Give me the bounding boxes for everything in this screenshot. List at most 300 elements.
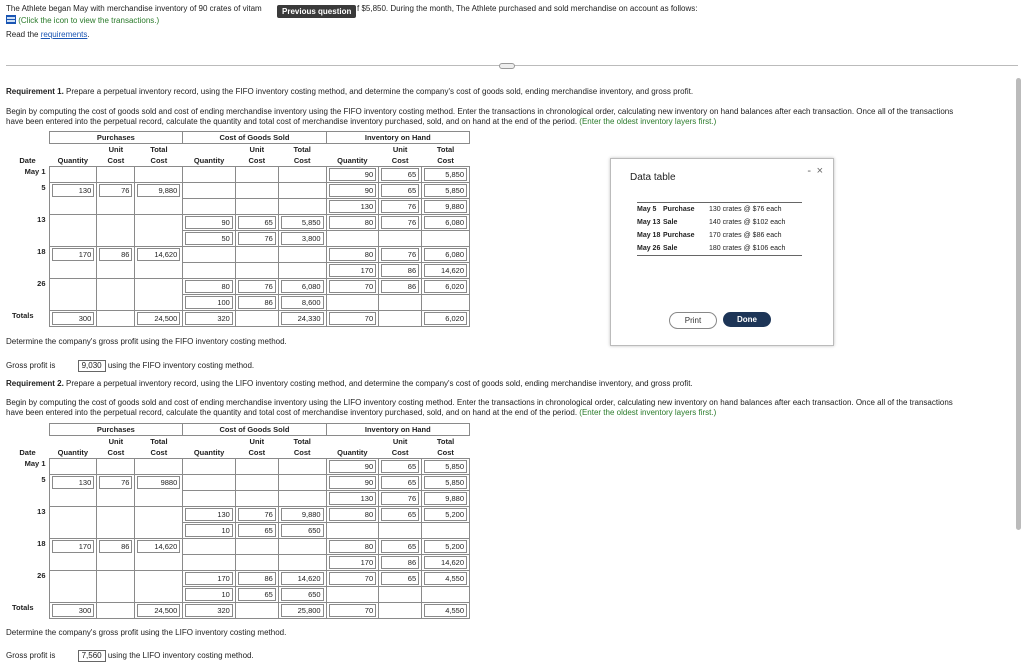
total-cogs-quantity-input[interactable]: 320 bbox=[185, 312, 233, 325]
total-cogs-cost-cell bbox=[278, 311, 326, 327]
quantity-header: Quantity bbox=[57, 156, 89, 165]
unit-header: Unit bbox=[108, 437, 124, 446]
table-row bbox=[6, 475, 470, 491]
onhand-total-cost-input[interactable]: 14,620 bbox=[424, 264, 467, 277]
cost-header: Cost bbox=[391, 448, 409, 457]
cost-header: Cost bbox=[437, 156, 454, 165]
cogs-header: Cost of Goods Sold bbox=[183, 132, 326, 144]
total-header: Total bbox=[293, 145, 311, 154]
gp-label: Gross profit is bbox=[6, 651, 56, 660]
onhand-quantity-input[interactable]: 90 bbox=[329, 476, 377, 489]
cogs-quantity-cell bbox=[183, 571, 236, 587]
divider-drag-handle[interactable] bbox=[499, 63, 515, 69]
total-header: Total bbox=[150, 145, 168, 154]
cogs-total-cost-input[interactable]: 650 bbox=[281, 588, 324, 601]
transactions-link-text[interactable]: (Click the icon to view the transactions.) bbox=[18, 16, 160, 25]
onhand-total-cost-cell bbox=[422, 199, 470, 215]
purchase-quantity-cell bbox=[49, 539, 97, 571]
cogs-quantity-cell bbox=[183, 523, 236, 539]
onhand-total-cost-cell bbox=[422, 263, 470, 279]
cogs-total-cost-cell bbox=[278, 555, 326, 571]
table-row bbox=[6, 183, 470, 199]
onhand-quantity-cell bbox=[326, 279, 379, 295]
cogs-unit-cost-input[interactable]: 86 bbox=[238, 572, 276, 585]
onhand-unit-cost-cell bbox=[379, 571, 422, 587]
onhand-quantity-cell bbox=[326, 183, 379, 199]
cogs-unit-cost-cell bbox=[235, 247, 278, 263]
purchase-quantity-cell bbox=[49, 167, 97, 183]
onhand-quantity-cell bbox=[326, 199, 379, 215]
table-row bbox=[6, 215, 470, 231]
onhand-unit-cost-cell bbox=[379, 295, 422, 311]
req1-text: Prepare a perpetual inventory record, using the FIFO inventory costing method, and determine the company's cost of goods sold, ending merchandise inventory, and gross profit. bbox=[63, 87, 694, 96]
onhand-header: Inventory on Hand bbox=[326, 132, 469, 144]
cogs-quantity-input[interactable]: 80 bbox=[185, 280, 233, 293]
date-header: Date bbox=[19, 156, 36, 166]
req2-text: Prepare a perpetual inventory record, using the LIFO inventory costing method, and determine the company's cost of goods sold, ending merchandise inventory, and gross profit. bbox=[63, 379, 693, 388]
header-row bbox=[6, 132, 470, 144]
purchase-quantity-cell bbox=[49, 475, 97, 507]
table-row bbox=[6, 459, 470, 475]
transaction-date: May 13 bbox=[637, 219, 661, 226]
blank-cell bbox=[379, 311, 422, 327]
cogs-quantity-input[interactable]: 170 bbox=[185, 572, 233, 585]
onhand-unit-cost-input[interactable]: 76 bbox=[381, 216, 419, 229]
close-icon[interactable]: × bbox=[816, 165, 823, 177]
date-cell: 18 bbox=[37, 538, 46, 548]
onhand-unit-cost-cell bbox=[379, 459, 422, 475]
quantity-header: Quantity bbox=[57, 448, 89, 457]
onhand-quantity-input[interactable]: 170 bbox=[329, 264, 377, 277]
total-cogs-cost-cell bbox=[278, 603, 326, 619]
quantity-header: Quantity bbox=[337, 448, 368, 457]
cogs-total-cost-input[interactable]: 9,880 bbox=[281, 508, 324, 521]
onhand-quantity-input[interactable]: 80 bbox=[329, 508, 377, 521]
total-purchase-cost-input[interactable]: 24,500 bbox=[137, 604, 180, 617]
lifo-gross-profit-input[interactable]: 7,560 bbox=[78, 650, 106, 662]
onhand-total-cost-input[interactable]: 5,200 bbox=[424, 508, 467, 521]
onhand-unit-cost-cell bbox=[379, 231, 422, 247]
blank-header bbox=[6, 424, 49, 436]
onhand-unit-cost-input[interactable]: 65 bbox=[381, 476, 419, 489]
total-purchase-quantity-input[interactable]: 300 bbox=[52, 604, 95, 617]
blank-header bbox=[326, 436, 379, 448]
onhand-total-cost-input[interactable]: 5,200 bbox=[424, 540, 467, 553]
total-onhand-cost-input[interactable]: 4,550 bbox=[424, 604, 467, 617]
onhand-unit-cost-input[interactable]: 65 bbox=[381, 460, 419, 473]
cogs-quantity-input[interactable]: 100 bbox=[185, 296, 233, 309]
cost-header: Cost bbox=[107, 448, 125, 457]
onhand-unit-cost-input[interactable]: 76 bbox=[381, 200, 419, 213]
total-purchase-cost-input[interactable]: 24,500 bbox=[137, 312, 180, 325]
cogs-unit-cost-cell bbox=[235, 491, 278, 507]
onhand-total-cost-cell bbox=[422, 507, 470, 523]
onhand-unit-cost-input[interactable]: 65 bbox=[381, 184, 419, 197]
onhand-unit-cost-input[interactable]: 86 bbox=[381, 556, 419, 569]
unit-header: Unit bbox=[249, 437, 265, 446]
cogs-unit-cost-input[interactable]: 65 bbox=[238, 216, 276, 229]
transaction-detail: 170 crates @ $86 each bbox=[709, 232, 782, 239]
total-header: Total bbox=[436, 437, 455, 446]
transaction-type: Purchase bbox=[663, 232, 695, 239]
cogs-unit-cost-cell bbox=[235, 199, 278, 215]
purchase-total-cost-cell bbox=[135, 215, 183, 247]
blank-header bbox=[49, 436, 97, 448]
onhand-total-cost-input[interactable]: 9,880 bbox=[424, 200, 467, 213]
onhand-quantity-input[interactable]: 90 bbox=[329, 184, 377, 197]
unit-header: Unit bbox=[249, 145, 265, 154]
transaction-row bbox=[637, 242, 802, 255]
table-row bbox=[6, 247, 470, 263]
purchase-unit-cost-cell bbox=[97, 571, 135, 603]
onhand-total-cost-input[interactable]: 6,080 bbox=[424, 216, 467, 229]
purchase-quantity-input[interactable]: 130 bbox=[52, 184, 95, 197]
requirements-link[interactable]: requirements bbox=[40, 30, 88, 39]
req2-para-text: have been entered into the perpetual record, calculate the quantity and total cost of merchandise inventory purchased, sold, and on hand at the end of the period. bbox=[6, 408, 578, 417]
purchase-total-cost-cell bbox=[135, 475, 183, 507]
cogs-total-cost-cell bbox=[278, 507, 326, 523]
print-button[interactable]: Print bbox=[669, 312, 717, 329]
cogs-unit-cost-input[interactable]: 76 bbox=[238, 232, 276, 245]
onhand-unit-cost-input[interactable]: 86 bbox=[381, 280, 419, 293]
cogs-total-cost-cell bbox=[278, 215, 326, 231]
req2-para-line1: Begin by computing the cost of goods sold and cost of ending merchandise inventory using the LIFO inventory costing method. Enter the transactions in chronological order, calculating new inventory on hand balances after each transaction. Once all of the transactions bbox=[6, 398, 953, 407]
purchase-total-cost-cell bbox=[135, 247, 183, 279]
vertical-scrollbar[interactable] bbox=[1016, 78, 1021, 530]
blank-header bbox=[183, 436, 236, 448]
onhand-total-cost-cell bbox=[422, 475, 470, 491]
req2-title: Requirement 2. bbox=[6, 379, 64, 388]
cogs-quantity-input[interactable]: 90 bbox=[185, 216, 233, 229]
purchase-unit-cost-cell bbox=[97, 475, 135, 507]
cogs-quantity-cell bbox=[183, 199, 236, 215]
onhand-quantity-cell bbox=[326, 523, 379, 539]
onhand-unit-cost-input[interactable]: 76 bbox=[381, 492, 419, 505]
purchase-quantity-input[interactable]: 170 bbox=[52, 248, 95, 261]
blank-header bbox=[6, 132, 49, 144]
cost-header: Cost bbox=[293, 448, 311, 457]
date-cell: 5 bbox=[41, 474, 46, 484]
req2-para-line2 bbox=[6, 408, 716, 417]
total-onhand-quantity-input[interactable]: 70 bbox=[329, 604, 377, 617]
popup-title: Data table bbox=[630, 172, 676, 183]
cogs-unit-cost-input[interactable]: 76 bbox=[238, 508, 276, 521]
onhand-quantity-input[interactable]: 80 bbox=[329, 216, 377, 229]
intro-line bbox=[6, 4, 262, 13]
onhand-unit-cost-input[interactable]: 65 bbox=[381, 540, 419, 553]
date-cell: May 1 bbox=[24, 458, 46, 468]
purchase-unit-cost-cell bbox=[97, 459, 135, 475]
cogs-total-cost-cell bbox=[278, 459, 326, 475]
purchase-unit-cost-input[interactable]: 86 bbox=[99, 248, 132, 261]
onhand-unit-cost-input[interactable]: 65 bbox=[381, 572, 419, 585]
onhand-quantity-input[interactable]: 90 bbox=[329, 168, 377, 181]
cogs-quantity-cell bbox=[183, 295, 236, 311]
onhand-unit-cost-cell bbox=[379, 215, 422, 231]
req1-determine: Determine the company's gross profit using the FIFO inventory costing method. bbox=[6, 337, 287, 346]
total-onhand-quantity-cell bbox=[326, 311, 379, 327]
cogs-unit-cost-cell bbox=[235, 263, 278, 279]
cogs-unit-cost-input[interactable]: 65 bbox=[238, 524, 276, 537]
purchase-unit-cost-cell bbox=[97, 247, 135, 279]
total-header: Total bbox=[150, 437, 168, 446]
read-text: Read the bbox=[6, 30, 41, 39]
onhand-total-cost-input[interactable]: 9,880 bbox=[424, 492, 467, 505]
purchase-unit-cost-cell bbox=[97, 507, 135, 539]
date-cell: 18 bbox=[37, 246, 46, 256]
onhand-quantity-cell bbox=[326, 295, 379, 311]
transaction-date: May 5 bbox=[637, 206, 657, 213]
totals-row bbox=[6, 311, 470, 327]
onhand-total-cost-cell bbox=[422, 295, 470, 311]
cogs-quantity-input[interactable]: 130 bbox=[185, 508, 233, 521]
cogs-total-cost-input[interactable]: 14,620 bbox=[281, 572, 324, 585]
cogs-unit-cost-cell bbox=[235, 183, 278, 199]
onhand-quantity-cell bbox=[326, 263, 379, 279]
cogs-quantity-input[interactable]: 10 bbox=[185, 524, 233, 537]
transaction-type: Sale bbox=[663, 245, 678, 252]
fifo-gross-profit-input[interactable]: 9,030 bbox=[78, 360, 106, 372]
req2-hint: (Enter the oldest inventory layers first.) bbox=[579, 408, 717, 417]
blank-cell bbox=[97, 311, 135, 327]
onhand-total-cost-cell bbox=[422, 459, 470, 475]
cogs-unit-cost-input[interactable]: 86 bbox=[238, 296, 276, 309]
date-cell: 26 bbox=[37, 570, 46, 580]
onhand-total-cost-cell bbox=[422, 167, 470, 183]
transaction-row bbox=[637, 229, 802, 242]
blank-cell bbox=[379, 603, 422, 619]
transaction-date: May 18 bbox=[637, 232, 661, 239]
onhand-quantity-input[interactable]: 70 bbox=[329, 572, 377, 585]
onhand-total-cost-cell bbox=[422, 279, 470, 295]
total-cogs-cost-input[interactable]: 25,800 bbox=[281, 604, 324, 617]
blank-cell bbox=[97, 603, 135, 619]
read-requirements bbox=[6, 30, 90, 39]
transactions-link[interactable] bbox=[6, 15, 159, 25]
cogs-unit-cost-input[interactable]: 65 bbox=[238, 588, 276, 601]
req2-gross-profit bbox=[6, 650, 254, 662]
table-row bbox=[6, 507, 470, 523]
cogs-quantity-cell bbox=[183, 555, 236, 571]
onhand-quantity-input[interactable]: 130 bbox=[329, 200, 377, 213]
onhand-unit-cost-cell bbox=[379, 555, 422, 571]
purchases-header: Purchases bbox=[49, 132, 183, 144]
cogs-unit-cost-cell bbox=[235, 279, 278, 295]
blank-header bbox=[326, 144, 379, 156]
purchase-quantity-cell bbox=[49, 215, 97, 247]
purchase-quantity-cell bbox=[49, 459, 97, 475]
req1-gross-profit bbox=[6, 360, 254, 372]
cogs-quantity-input[interactable]: 10 bbox=[185, 588, 233, 601]
total-header: Total bbox=[436, 145, 455, 154]
cogs-unit-cost-cell bbox=[235, 571, 278, 587]
cogs-total-cost-input[interactable]: 3,800 bbox=[281, 232, 324, 245]
req1-heading bbox=[6, 87, 693, 96]
purchase-quantity-input[interactable]: 130 bbox=[52, 476, 95, 489]
purchase-total-cost-cell bbox=[135, 183, 183, 215]
onhand-quantity-input[interactable]: 70 bbox=[329, 280, 377, 293]
cogs-total-cost-cell bbox=[278, 491, 326, 507]
total-cogs-cost-input[interactable]: 24,330 bbox=[281, 312, 324, 325]
cogs-unit-cost-cell bbox=[235, 459, 278, 475]
purchase-total-cost-input[interactable]: 9,880 bbox=[137, 184, 180, 197]
quantity-header: Quantity bbox=[193, 448, 225, 457]
onhand-quantity-cell bbox=[326, 539, 379, 555]
cogs-quantity-cell bbox=[183, 247, 236, 263]
totals-row bbox=[6, 603, 470, 619]
cogs-unit-cost-cell bbox=[235, 555, 278, 571]
header-row bbox=[6, 144, 470, 156]
onhand-unit-cost-cell bbox=[379, 279, 422, 295]
purchase-total-cost-cell bbox=[135, 459, 183, 475]
onhand-total-cost-cell bbox=[422, 571, 470, 587]
onhand-total-cost-cell bbox=[422, 183, 470, 199]
purchase-total-cost-input[interactable]: 9880 bbox=[137, 476, 180, 489]
transaction-row bbox=[637, 216, 802, 229]
req1-para-text: have been entered into the perpetual record, calculate the quantity and total cost of merchandise inventory purchased, sold, and on hand at the end of the period. bbox=[6, 117, 578, 126]
onhand-unit-cost-input[interactable]: 86 bbox=[381, 264, 419, 277]
table-row bbox=[6, 539, 470, 555]
purchase-total-cost-cell bbox=[135, 539, 183, 571]
onhand-total-cost-input[interactable]: 5,850 bbox=[424, 476, 467, 489]
onhand-total-cost-input[interactable]: 4,550 bbox=[424, 572, 467, 585]
blank-header bbox=[49, 144, 97, 156]
total-cogs-quantity-input[interactable]: 320 bbox=[185, 604, 233, 617]
table-icon[interactable] bbox=[6, 15, 16, 24]
cost-header: Cost bbox=[391, 156, 409, 165]
cogs-quantity-cell bbox=[183, 167, 236, 183]
cost-header: Cost bbox=[150, 448, 168, 457]
onhand-unit-cost-input[interactable]: 65 bbox=[381, 168, 419, 181]
purchase-total-cost-cell bbox=[135, 571, 183, 603]
total-purchase-cost-cell bbox=[135, 311, 183, 327]
cost-header: Cost bbox=[248, 448, 266, 457]
cogs-unit-cost-cell bbox=[235, 507, 278, 523]
onhand-total-cost-input[interactable]: 6,080 bbox=[424, 248, 467, 261]
gp-suffix: using the FIFO inventory costing method. bbox=[107, 361, 255, 370]
totals-label: Totals bbox=[12, 310, 34, 320]
onhand-total-cost-cell bbox=[422, 491, 470, 507]
req1-hint: (Enter the oldest inventory layers first.) bbox=[579, 117, 717, 126]
total-purchase-quantity-cell bbox=[49, 311, 97, 327]
minimize-icon[interactable]: - bbox=[807, 165, 811, 177]
purchase-total-cost-input[interactable]: 14,620 bbox=[137, 248, 180, 261]
transactions-table bbox=[637, 202, 802, 256]
cogs-quantity-cell bbox=[183, 459, 236, 475]
cogs-quantity-cell bbox=[183, 183, 236, 199]
purchase-unit-cost-cell bbox=[97, 279, 135, 311]
unit-header: Unit bbox=[392, 437, 408, 446]
onhand-total-cost-cell bbox=[422, 231, 470, 247]
data-table-popup bbox=[610, 158, 834, 346]
purchase-unit-cost-input[interactable]: 76 bbox=[99, 184, 132, 197]
cost-header: Cost bbox=[248, 156, 266, 165]
cogs-total-cost-cell bbox=[278, 475, 326, 491]
onhand-quantity-input[interactable]: 80 bbox=[329, 248, 377, 261]
total-onhand-cost-cell bbox=[422, 311, 470, 327]
onhand-total-cost-input[interactable]: 5,850 bbox=[424, 184, 467, 197]
onhand-unit-cost-cell bbox=[379, 587, 422, 603]
cost-header: Cost bbox=[293, 156, 311, 165]
header-row bbox=[6, 447, 470, 459]
purchase-unit-cost-input[interactable]: 76 bbox=[99, 476, 132, 489]
onhand-quantity-cell bbox=[326, 571, 379, 587]
date-cell: 13 bbox=[37, 506, 46, 516]
onhand-quantity-input[interactable]: 80 bbox=[329, 540, 377, 553]
transaction-type: Sale bbox=[663, 219, 678, 226]
transaction-date: May 26 bbox=[637, 245, 661, 252]
cost-header: Cost bbox=[107, 156, 125, 165]
cogs-total-cost-input[interactable]: 650 bbox=[281, 524, 324, 537]
transaction-detail: 130 crates @ $76 each bbox=[709, 206, 782, 213]
blank-cell bbox=[235, 603, 278, 619]
purchases-header: Purchases bbox=[49, 424, 183, 436]
purchase-total-cost-input[interactable]: 14,620 bbox=[137, 540, 180, 553]
cogs-quantity-cell bbox=[183, 263, 236, 279]
cogs-total-cost-input[interactable]: 8,600 bbox=[281, 296, 324, 309]
onhand-total-cost-input[interactable]: 14,620 bbox=[424, 556, 467, 569]
cogs-quantity-input[interactable]: 50 bbox=[185, 232, 233, 245]
lifo-inventory-record bbox=[6, 423, 470, 619]
quantity-header: Quantity bbox=[337, 156, 368, 165]
cogs-total-cost-cell bbox=[278, 587, 326, 603]
cogs-header: Cost of Goods Sold bbox=[183, 424, 326, 436]
cogs-unit-cost-cell bbox=[235, 295, 278, 311]
total-onhand-cost-input[interactable]: 6,020 bbox=[424, 312, 467, 325]
req1-para-line1: Begin by computing the cost of goods sold and cost of ending merchandise inventory using the FIFO inventory costing method. Enter the transactions in chronological order, calculating new inventory on hand balances after each transaction. Once all of the transactions bbox=[6, 107, 954, 116]
date-cell: May 1 bbox=[24, 166, 46, 176]
purchase-quantity-input[interactable]: 170 bbox=[52, 540, 95, 553]
date-cell: 13 bbox=[37, 214, 46, 224]
done-button[interactable]: Done bbox=[723, 312, 771, 327]
onhand-total-cost-input[interactable]: 5,850 bbox=[424, 460, 467, 473]
onhand-quantity-input[interactable]: 90 bbox=[329, 460, 377, 473]
cogs-unit-cost-cell bbox=[235, 167, 278, 183]
cogs-total-cost-cell bbox=[278, 295, 326, 311]
intro-text-pre: The Athlete began May with merchandise inventory of 90 crates of vitam bbox=[6, 4, 262, 13]
cogs-total-cost-cell bbox=[278, 183, 326, 199]
onhand-total-cost-input[interactable]: 5,850 bbox=[424, 168, 467, 181]
total-onhand-quantity-input[interactable]: 70 bbox=[329, 312, 377, 325]
table-row bbox=[6, 279, 470, 295]
onhand-quantity-cell bbox=[326, 167, 379, 183]
purchase-quantity-cell bbox=[49, 183, 97, 215]
onhand-quantity-cell bbox=[326, 491, 379, 507]
date-cell: 26 bbox=[37, 278, 46, 288]
gp-label: Gross profit is bbox=[6, 361, 56, 370]
cogs-total-cost-input[interactable]: 6,080 bbox=[281, 280, 324, 293]
req2-heading bbox=[6, 379, 693, 388]
previous-question-tooltip[interactable]: Previous question bbox=[277, 5, 356, 18]
onhand-unit-cost-input[interactable]: 76 bbox=[381, 248, 419, 261]
onhand-unit-cost-input[interactable]: 65 bbox=[381, 508, 419, 521]
intro-text-post: f $5,850. During the month, The Athlete purchased and sold merchandise on account as follows: bbox=[357, 4, 698, 13]
cogs-unit-cost-cell bbox=[235, 539, 278, 555]
onhand-unit-cost-cell bbox=[379, 523, 422, 539]
req1-title: Requirement 1. bbox=[6, 87, 64, 96]
total-purchase-quantity-input[interactable]: 300 bbox=[52, 312, 95, 325]
purchase-unit-cost-input[interactable]: 86 bbox=[99, 540, 132, 553]
cogs-quantity-cell bbox=[183, 491, 236, 507]
onhand-total-cost-input[interactable]: 6,020 bbox=[424, 280, 467, 293]
cogs-unit-cost-input[interactable]: 76 bbox=[238, 280, 276, 293]
onhand-quantity-input[interactable]: 170 bbox=[329, 556, 377, 569]
purchase-quantity-cell bbox=[49, 571, 97, 603]
onhand-quantity-cell bbox=[326, 231, 379, 247]
onhand-quantity-input[interactable]: 130 bbox=[329, 492, 377, 505]
cogs-total-cost-input[interactable]: 5,850 bbox=[281, 216, 324, 229]
onhand-total-cost-cell bbox=[422, 247, 470, 263]
